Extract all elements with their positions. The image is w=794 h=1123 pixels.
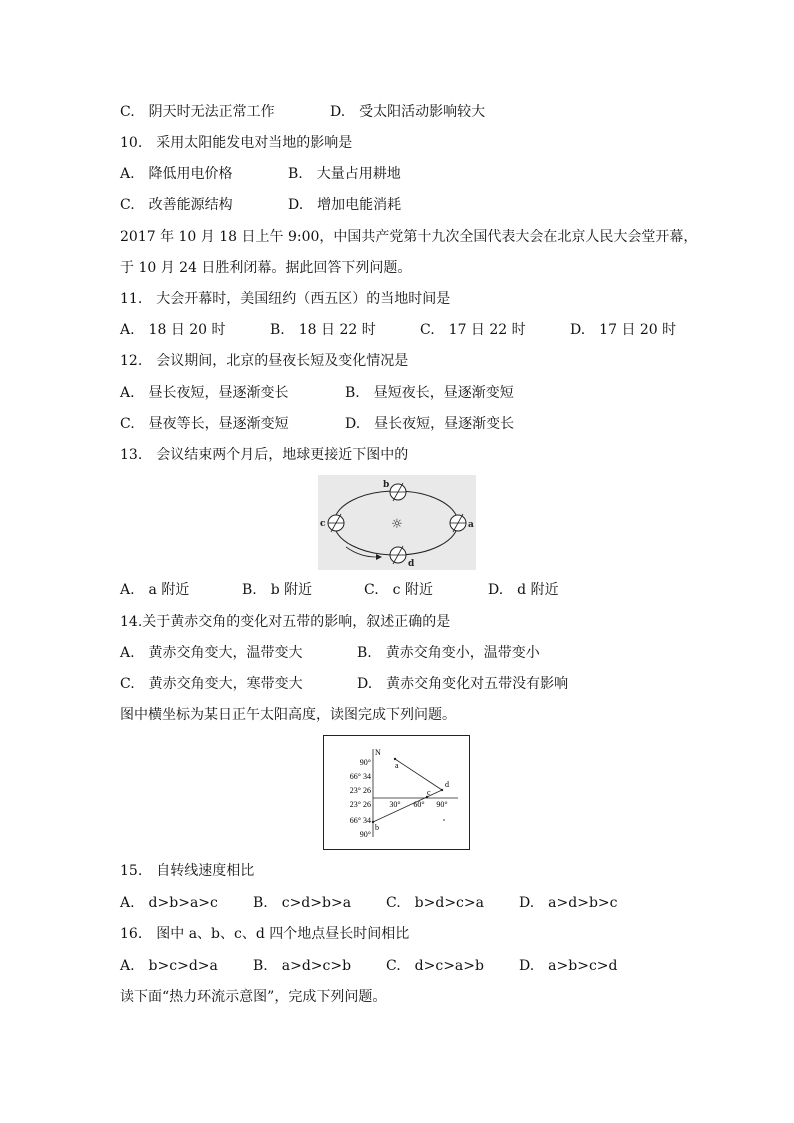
question-15: 15. 自转线速度相比 (120, 863, 255, 879)
label-a: a (468, 520, 474, 530)
y-label-6634s: 66° 34 (349, 816, 371, 825)
question-14: 14.关于黄赤交角的变化对五带的影响，叙述正确的是 (120, 614, 451, 630)
q11-option-b: B. 18 日 22 时 (270, 322, 376, 338)
north-label: N (375, 748, 381, 757)
question-10: 10. 采用太阳能发电对当地的影响是 (120, 135, 353, 151)
q16-option-c: C. d>c>a>b (386, 958, 484, 974)
q13-option-b: B. b 附近 (242, 582, 313, 598)
q13-option-a: A. a 附近 (120, 582, 190, 598)
point-a: a (395, 761, 399, 770)
passage-intro-thermal: 读下面“热力环流示意图”，完成下列问题。 (120, 989, 387, 1005)
passage-intro-line1: 2017 年 10 月 18 日上午 9:00，中国共产党第十九次全国代表大会在北京人民大会堂开幕， (120, 229, 698, 245)
y-label-2326n: 23° 26 (349, 786, 371, 795)
q14-option-b: B. 黄赤交角变小，温带变小 (357, 645, 540, 661)
q15-option-a: A. d>b>a>c (120, 895, 218, 911)
x-label-30: 30° (389, 800, 401, 809)
q13-option-c: C. c 附近 (364, 582, 433, 598)
question-11: 11. 大会开幕时，美国纽约（西五区）的当地时间是 (120, 291, 451, 307)
earth-orbit-figure (318, 475, 476, 570)
q14-option-a: A. 黄赤交角变大，温带变大 (120, 645, 303, 661)
q15-option-d: D. a>d>b>c (519, 895, 618, 911)
q9-option-d: D. 受太阳活动影响较大 (330, 104, 486, 120)
point-b: b (375, 823, 379, 832)
y-label-2326s: 23° 26 (349, 800, 371, 809)
q11-option-d: D. 17 日 20 时 (570, 322, 677, 338)
q16-option-b: B. a>d>c>b (253, 958, 352, 974)
question-13: 13. 会议结束两个月后，地球更接近下图中的 (120, 447, 409, 463)
y-label-6634n: 66° 34 (349, 772, 371, 781)
question-12: 12. 会议期间，北京的昼夜长短及变化情况是 (120, 353, 409, 369)
label-d: d (408, 559, 415, 569)
label-b: b (383, 480, 390, 490)
q10-option-d: D. 增加电能消耗 (288, 197, 402, 213)
q9-option-c: C. 阴天时无法正常工作 (120, 104, 275, 120)
q16-option-a: A. b>c>d>a (120, 958, 218, 974)
q10-option-b: B. 大量占用耕地 (288, 166, 401, 182)
q12-option-d: D. 昼长夜短，昼逐渐变长 (345, 416, 515, 432)
point-d: d (445, 780, 449, 789)
q14-option-d: D. 黄赤交角变化对五带没有影响 (357, 676, 569, 692)
passage-intro-line2: 于 10 月 24 日胜利闭幕。据此回答下列问题。 (120, 260, 412, 276)
label-c: c (320, 519, 326, 529)
passage-intro-figure: 图中横坐标为某日正午太阳高度，读图完成下列问题。 (120, 707, 456, 723)
q14-option-c: C. 黄赤交角变大，寒带变大 (120, 676, 303, 692)
point-c: c (427, 788, 431, 797)
y-label-90s: 90° (359, 830, 371, 839)
q10-option-a: A. 降低用电价格 (120, 166, 233, 182)
question-16: 16. 图中 a、b、c、d 四个地点昼长时间相比 (120, 926, 410, 942)
q12-option-a: A. 昼长夜短，昼逐渐变长 (120, 385, 289, 401)
q15-option-b: B. c>d>b>a (253, 895, 352, 911)
q12-option-c: C. 昼夜等长，昼逐渐变短 (120, 416, 289, 432)
q16-option-d: D. a>b>c>d (519, 958, 618, 974)
q11-option-a: A. 18 日 20 时 (120, 322, 226, 338)
y-label-90n: 90° (359, 758, 371, 767)
noon-sun-altitude-figure (323, 735, 470, 850)
sun-icon: ☼ (391, 517, 403, 532)
q12-option-b: B. 昼短夜长，昼逐渐变短 (345, 385, 514, 401)
q13-option-d: D. d 附近 (488, 582, 559, 598)
x-label-60: 60° (413, 800, 425, 809)
x-label-90: 90° (436, 800, 448, 809)
q10-option-c: C. 改善能源结构 (120, 197, 233, 213)
q15-option-c: C. b>d>c>a (386, 895, 484, 911)
q11-option-c: C. 17 日 22 时 (420, 322, 526, 338)
